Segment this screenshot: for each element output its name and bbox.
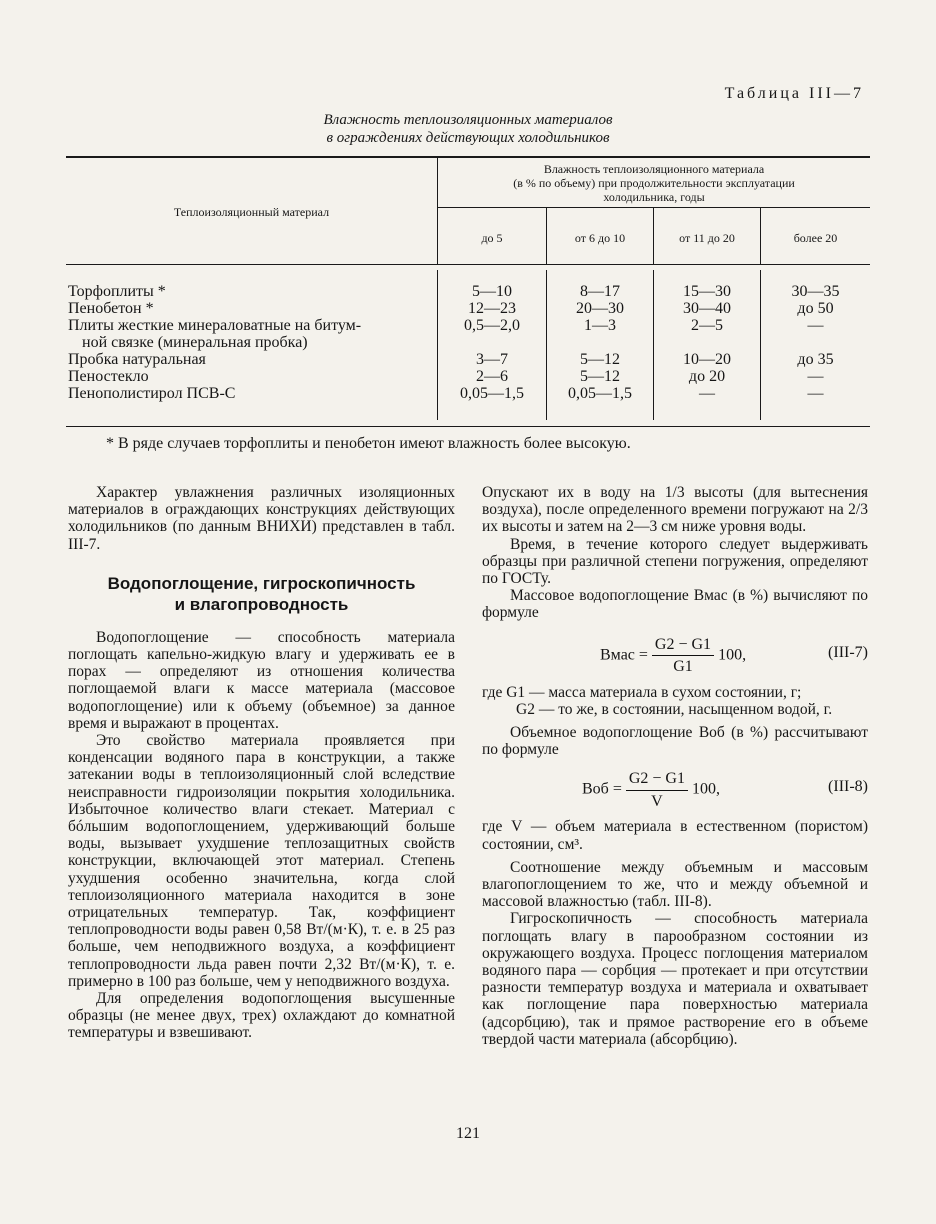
table-caption-line-1: Влажность теплоизоляционных материалов bbox=[323, 112, 613, 128]
table-cell-material: Пенополистирол ПСВ-С bbox=[68, 385, 236, 402]
formula-number: (III-8) bbox=[828, 778, 868, 796]
table-cell-value: 30—40 bbox=[683, 300, 731, 317]
formula-number: (III-7) bbox=[828, 643, 868, 661]
paragraph: Объемное водопоглощение Воб (в %) рассчитывают по формуле bbox=[482, 724, 868, 759]
paragraph: Массовое водопоглощение Вмас (в %) вычисляют по формуле bbox=[482, 587, 868, 622]
table-cell-value: 2—5 bbox=[691, 317, 723, 334]
table-column-values bbox=[438, 283, 546, 402]
table-cell-value: 10—20 bbox=[683, 351, 731, 368]
table-column-values bbox=[547, 283, 653, 402]
formula-legend: G2 — то же, в состоянии, насыщенном водой, г. bbox=[516, 700, 833, 718]
table-subheader: более 20 bbox=[793, 231, 838, 245]
table-cell-value: 20—30 bbox=[576, 300, 624, 317]
section-heading: Водопоглощение, гигроскопичность и влагопроводность bbox=[107, 573, 416, 614]
table-cell-value: — bbox=[807, 368, 824, 385]
table-cell-value: до 50 bbox=[797, 300, 834, 317]
table-cell-value: 0,5—2,0 bbox=[464, 317, 520, 334]
table-cell-value: 5—12 bbox=[580, 351, 620, 368]
right-column bbox=[482, 484, 868, 1048]
paragraph: Это свойство материала проявляется при конденсации водяного пара в конструкции, а также затекании воды в теплоизоляционный слой вследствие неисправности гидроизоляции покрытия холодильника. Избыточное количество влаги стекает. Материал с бóльшим водопоглощением, удерживающий больше воды, вызывает ухудшение теплозащитных свойств конструкции, включающей этот материал. Степень ухудшения особенно значительна, когда слой теплоизоляционного материала находится в зоне отрицательных температур. Так, коэффициент теплопроводности воды равен 0,58 Вт/(м·К), т. е. в 25 раз больше, чем неподвижного воздуха, а коэффициент теплопроводности льда равен почти 2,32 Вт/(м·К), т. е. примерно в 100 раз больше, чем у неподвижного воздуха. bbox=[68, 732, 455, 990]
table-cell-value: 8—17 bbox=[580, 283, 620, 300]
table-row-material-cells bbox=[68, 283, 436, 402]
paragraph: Водопоглощение — способность материала поглощать капельно-жидкую влагу и удерживать ее в порах — определяют из отношения количества поглощаемой влаги к массе материала (массовое водопоглощение) или к объему (объемное) за данное время и выражают в процентах. bbox=[68, 628, 455, 732]
table-cell-value: — bbox=[699, 385, 715, 402]
formula-III-7: Вмас = $\frac{G2 - G1}{G1}$ 100, (III-7) bbox=[600, 635, 868, 675]
table-subheader: до 5 bbox=[481, 231, 503, 245]
formula-legend: где G1 — масса материала в сухом состоянии, г; bbox=[482, 683, 802, 701]
paragraph: Время, в течение которого следует выдерживать образцы при различной степени погружения, определяют по ГОСТу. bbox=[482, 535, 868, 588]
table-cell-material: Плиты жесткие минераловатные на битум- bbox=[68, 317, 362, 334]
page-number: 121 bbox=[456, 1125, 480, 1142]
table-vline bbox=[437, 156, 438, 264]
table-cell-material: ной связке (минеральная пробка) bbox=[82, 334, 308, 351]
table-cell-material: Пеностекло bbox=[68, 368, 149, 385]
left-column bbox=[68, 484, 455, 1042]
table-cell-value: 3—7 bbox=[476, 351, 508, 368]
table-subheader: от 11 до 20 bbox=[679, 231, 735, 245]
paragraph: Гигроскопичность — способность материала поглощать влагу в парообразном состоянии из окружающего воздуха. Процесс поглощения материалом водяного пара — сорбция — протекает и при отсутствии разности температур воздуха и материала и охватывает как поглощение пара поверхностью материала (адсорбцию), так и прямое растворение его в объеме твердой части материала (абсорбцию). bbox=[482, 910, 868, 1048]
table-cell-value: 5—10 bbox=[472, 283, 512, 300]
table-column-values bbox=[654, 283, 760, 402]
table-cell-value: 0,05—1,5 bbox=[460, 385, 524, 402]
table-cell-value: 15—30 bbox=[683, 283, 731, 300]
table-group-header: Влажность теплоизоляционного материала (в % по объему) при продолжительности эксплуатации холодильника, годы bbox=[513, 162, 795, 204]
paragraph: Для определения водопоглощения высушенные образцы (не менее двух, трех) охлаждают до комнатной температуры и взвешивают. bbox=[68, 990, 455, 1042]
table-header-material: Теплоизоляционный материал bbox=[173, 205, 330, 219]
table-caption-line-2: в ограждениях действующих холодильников bbox=[326, 130, 610, 146]
table-cell-value: — bbox=[807, 317, 824, 334]
paragraph: Соотношение между объемным и массовым влагопоглощением то же, что и между объемной и массовой влажностью (табл. III-8). bbox=[482, 858, 868, 911]
table-header-rule bbox=[66, 264, 870, 265]
table-cell-value: до 20 bbox=[688, 368, 726, 385]
table-cell-value: до 35 bbox=[797, 351, 834, 368]
table-cell-value: 2—6 bbox=[476, 368, 508, 385]
table-label: Таблица III—7 bbox=[724, 85, 864, 102]
table-footnote: * В ряде случаев торфоплиты и пенобетон имеют влажность более высокую. bbox=[106, 435, 631, 452]
formula-III-8: Воб = $\frac{G2 - G1}{V}$ 100, (III-8) bbox=[582, 770, 868, 810]
table-cell-value: 0,05—1,5 bbox=[568, 385, 632, 402]
table-subheader: от 6 до 10 bbox=[574, 231, 626, 245]
table-column-values bbox=[761, 283, 870, 402]
table-cell-value: 5—12 bbox=[580, 368, 620, 385]
intro-paragraph: Характер увлажнения различных изоляционных материалов в ограждающих конструкциях действующих холодильников (по данным ВНИХИ) представлен в табл. III-7. bbox=[68, 484, 455, 553]
table-cell-value: 1—3 bbox=[584, 317, 616, 334]
table-cell-value: — bbox=[807, 385, 824, 402]
table-cell-material: Пробка натуральная bbox=[68, 351, 206, 368]
table-bottom-rule bbox=[66, 426, 870, 427]
paragraph: Опускают их в воду на 1/3 высоты (для вытеснения воздуха), после определенного времени погружают на 2/3 их высоты и затем на 2—3 см ниже уровня воды. bbox=[482, 484, 868, 536]
table-cell-material: Пенобетон * bbox=[68, 300, 154, 317]
formula-legend: где V — объем материала в естественном (пористом) состоянии, см³. bbox=[482, 818, 868, 853]
table-cell-value: 12—23 bbox=[468, 300, 516, 317]
table-top-rule bbox=[66, 156, 870, 158]
table-cell-material: Торфоплиты * bbox=[68, 283, 166, 300]
table-cell-value: 30—35 bbox=[791, 283, 840, 300]
